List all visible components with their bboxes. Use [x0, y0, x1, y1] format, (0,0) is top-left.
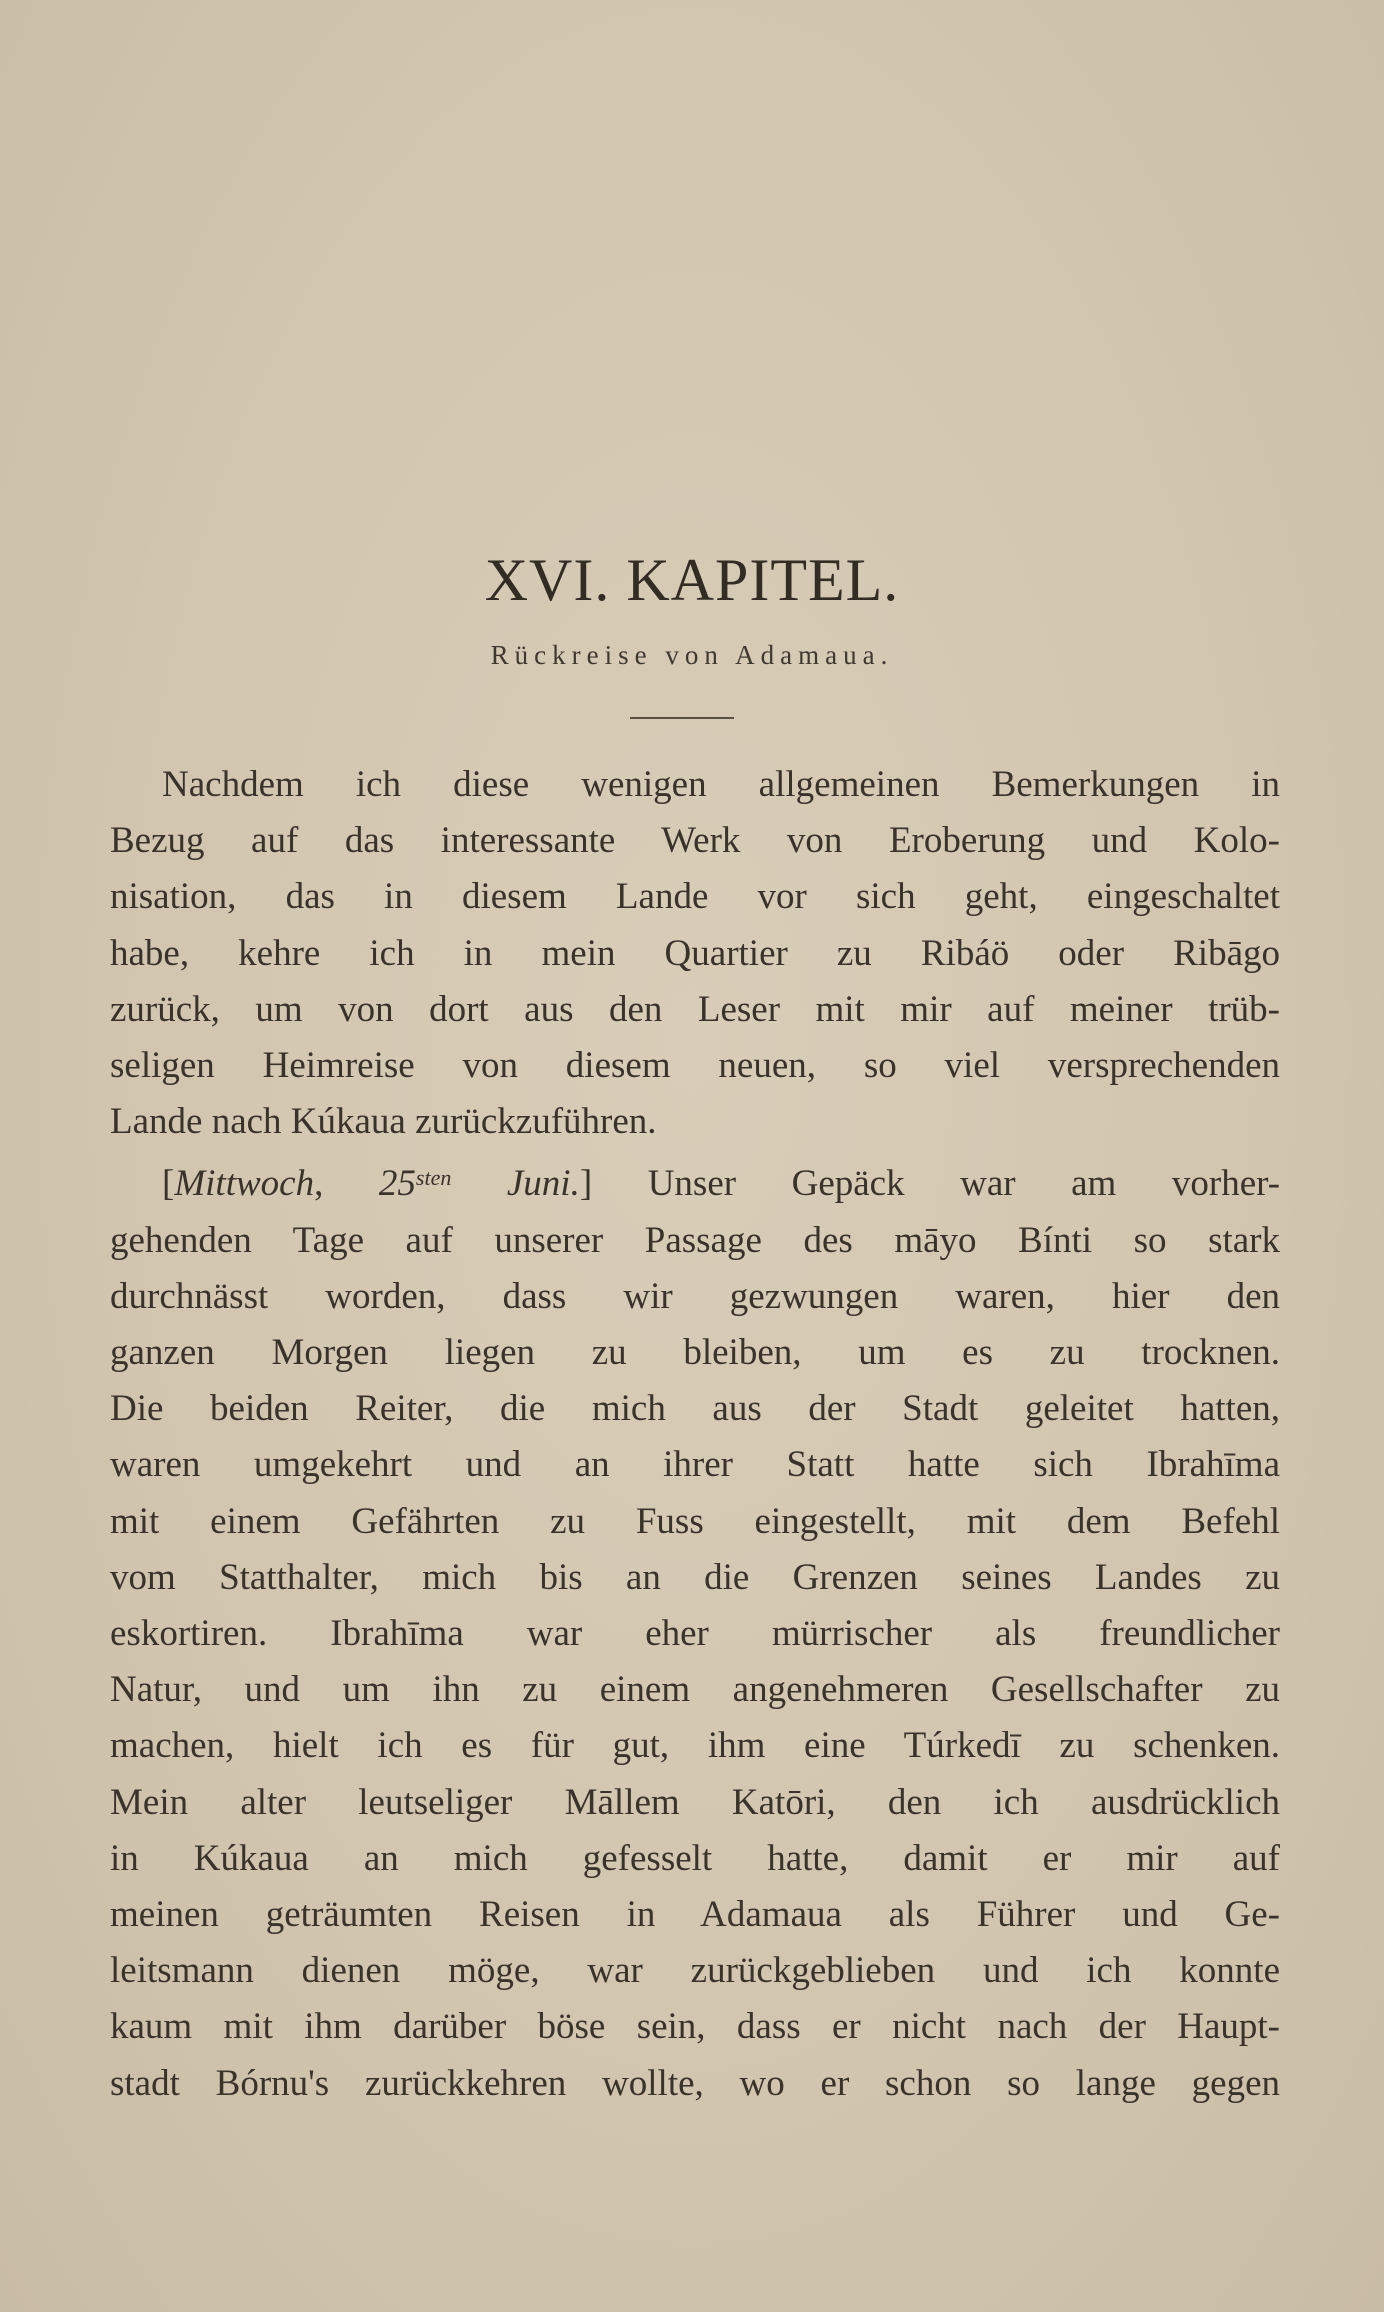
- text-line: Lande nach Kúkaua zurückzuführen.: [110, 1101, 657, 1143]
- text-line: nisation, das in diesem Lande vor sich geht, eingeschaltet: [110, 876, 1280, 918]
- text-line: gehenden Tage auf unserer Passage des māyo Bínti so stark: [110, 1219, 1280, 1261]
- text-line: vom Statthalter, mich bis an die Grenzen seines Landes zu: [110, 1556, 1280, 1598]
- text-line: Natur, und um ihn zu einem angenehmeren Gesellschafter zu: [110, 1669, 1280, 1711]
- date-line: [110, 1150, 1280, 1212]
- chapter-subtitle: Rückreise von Adamaua.: [490, 640, 894, 670]
- text-line: Nachdem ich diese wenigen allgemeinen Bemerkungen in: [162, 764, 1280, 805]
- date-bracket-open: [: [162, 1163, 175, 1205]
- date-comma: ,: [314, 1163, 379, 1205]
- text-line: leitsmann dienen möge, war zurückgeblieben und ich konnte: [110, 1950, 1280, 1992]
- text-line: kaum mit ihm darüber böse sein, dass er nicht nach der Haupt-: [110, 2006, 1280, 2048]
- text-line: habe, kehre ich in mein Quartier zu Ribáö oder Ribāgo: [110, 932, 1280, 974]
- text-line: ganzen Morgen liegen zu bleiben, um es zu trocknen.: [110, 1332, 1280, 1374]
- date-bracket-close: ]: [579, 1163, 593, 1205]
- text-line: in Kúkaua an mich gefesselt hatte, damit er mir auf: [110, 1837, 1280, 1879]
- chapter-title: XVI. KAPITEL.: [484, 547, 900, 613]
- text-line: eskortiren. Ibrahīma war eher mürrischer als freundlicher: [110, 1613, 1280, 1655]
- text-line: Die beiden Reiter, die mich aus der Stadt geleitet hatten,: [110, 1388, 1280, 1430]
- text-line: durchnässt worden, dass wir gezwungen waren, hier den: [110, 1275, 1280, 1317]
- text-line: zurück, um von dort aus den Leser mit mir auf meiner trüb-: [110, 988, 1280, 1030]
- text-line: mit einem Gefährten zu Fuss eingestellt, mit dem Befehl: [110, 1500, 1280, 1542]
- date-number: 25: [378, 1163, 416, 1205]
- text-line: meinen geträumten Reisen in Adamaua als Führer und Ge-: [110, 1894, 1280, 1936]
- title-divider: [630, 717, 734, 719]
- text-line: machen, hielt ich es für gut, ihm eine Túrkedī zu schenken.: [110, 1725, 1280, 1767]
- date-month: Juni.: [451, 1163, 580, 1205]
- text-line: stadt Bórnu's zurückkehren wollte, wo er schon so lange gegen: [110, 2062, 1280, 2104]
- text-line: Mein alter leutseliger Māllem Katōri, den ich ausdrücklich: [110, 1781, 1280, 1823]
- text-line: Bezug auf das interessante Werk von Eroberung und Kolo-: [110, 820, 1280, 862]
- body-text: [110, 757, 1280, 2112]
- date-line-rest: Unser Gepäck war am vorher-: [592, 1163, 1281, 1205]
- text-line: seligen Heimreise von diesem neuen, so viel versprechenden: [110, 1045, 1280, 1087]
- text-line: waren umgekehrt und an ihrer Statt hatte sich Ibrahīma: [110, 1444, 1280, 1486]
- date-suffix: sten: [415, 1165, 452, 1191]
- date-day: Mittwoch: [174, 1163, 315, 1205]
